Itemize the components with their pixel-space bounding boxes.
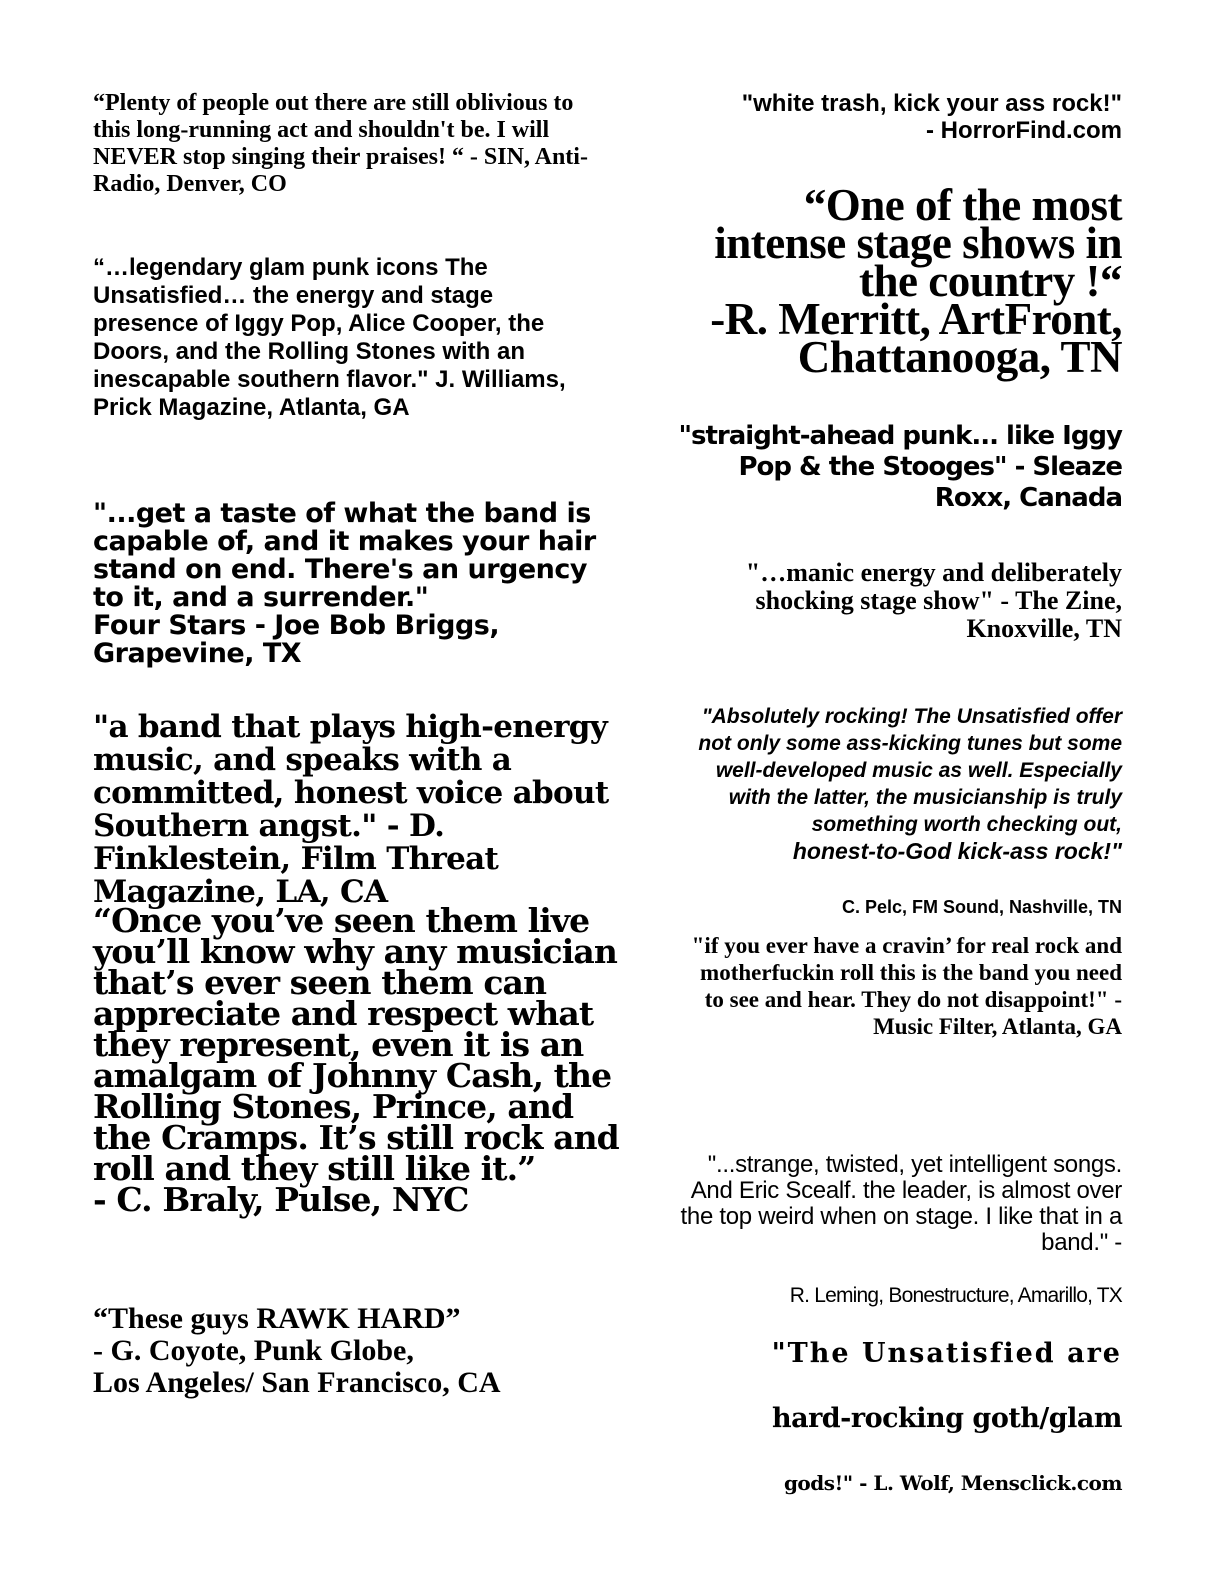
quote-the-zine: "…manic energy and deliberately shocking stage show" - The Zine, Knoxville, TN <box>745 558 1122 643</box>
quote-mensclick-line1: "The Unsatisfied are <box>771 1338 1122 1369</box>
quote-bonestructure-credit: R. Leming, Bonestructure, Amarillo, TX <box>789 1284 1122 1307</box>
quote-fm-sound <box>692 676 1122 921</box>
quote-artfront: “One of the most intense stage shows in the country !“ -R. Merritt, ArtFront, Chattanooga, TN <box>710 180 1122 382</box>
quote-mensclick-line3: gods!" - L. Wolf, Mensclick.com <box>783 1471 1122 1495</box>
quote-mensclick-line2: hard-rocking goth/glam <box>771 1403 1122 1434</box>
quote-joe-bob-briggs: "...get a taste of what the band is capable of, and it makes your hair stand on end. There's an urgency to it, and a surrender." Four Stars - Joe Bob Briggs, Grapevine, TX <box>93 498 596 669</box>
quote-fm-sound-emphasis: honest-to-God kick-ass rock!" <box>792 838 1122 864</box>
quote-film-threat: "a band that plays high-energy music, and speaks with a committed, honest voice about Southern angst." - D. Finklestein, Film Threat Magazine, LA, CA <box>93 709 609 910</box>
quote-bonestructure <box>662 1126 1122 1309</box>
quote-music-filter: "if you ever have a cravin’ for real rock and motherfuckin roll this is the band you need to see and hear. They do not disappoint!" - Music Filter, Atlanta, GA <box>691 933 1122 1039</box>
quote-anti-radio: “Plenty of people out there are still oblivious to this long-running act and shouldn't be. I will NEVER stop singing their praises! “ - SIN, Anti-Radio, Denver, CO <box>93 90 588 197</box>
quote-prick-magazine: “…legendary glam punk icons The Unsatisfied… the energy and stage presence of Iggy Pop, Alice Cooper, the Doors, and the Rolling Stones with an inescapable southern flavor." J. Williams, Prick Magazine, Atlanta, GA <box>93 254 566 421</box>
quote-bonestructure-text: "...strange, twisted, yet intelligent songs. And Eric Scealf. the leader, is almost over the top weird when on stage. I like that in a band." - <box>680 1151 1122 1256</box>
quote-horrorfind: "white trash, kick your ass rock!" - HorrorFind.com <box>741 90 1122 144</box>
quote-pulse-nyc: “Once you’ve seen them live you’ll know why any musician that’s ever seen them can appreciate and respect what they represent, even it is an amalgam of Johnny Cash, the Rolling Stones, Prince, and the Cramps. It’s still rock and roll and they still like it.” - C. Braly, Pulse, NYC <box>93 901 619 1219</box>
quote-sleaze-roxx: "straight-ahead punk... like Iggy Pop & the Stooges" - Sleaze Roxx, Canada <box>678 421 1122 513</box>
quote-fm-sound-credit: C. Pelc, FM Sound, Nashville, TN <box>841 897 1122 917</box>
quote-mensclick <box>722 1307 1122 1500</box>
quote-punk-globe: “These guys RAWK HARD” - G. Coyote, Punk Globe, Los Angeles/ San Francisco, CA <box>93 1302 501 1399</box>
quote-fm-sound-text: "Absolutely rocking! The Unsatisfied offer not only some ass-kicking tunes but some well-developed music as well. Especially with the latter, the musicianship is truly something worth checking out, <box>698 705 1122 836</box>
